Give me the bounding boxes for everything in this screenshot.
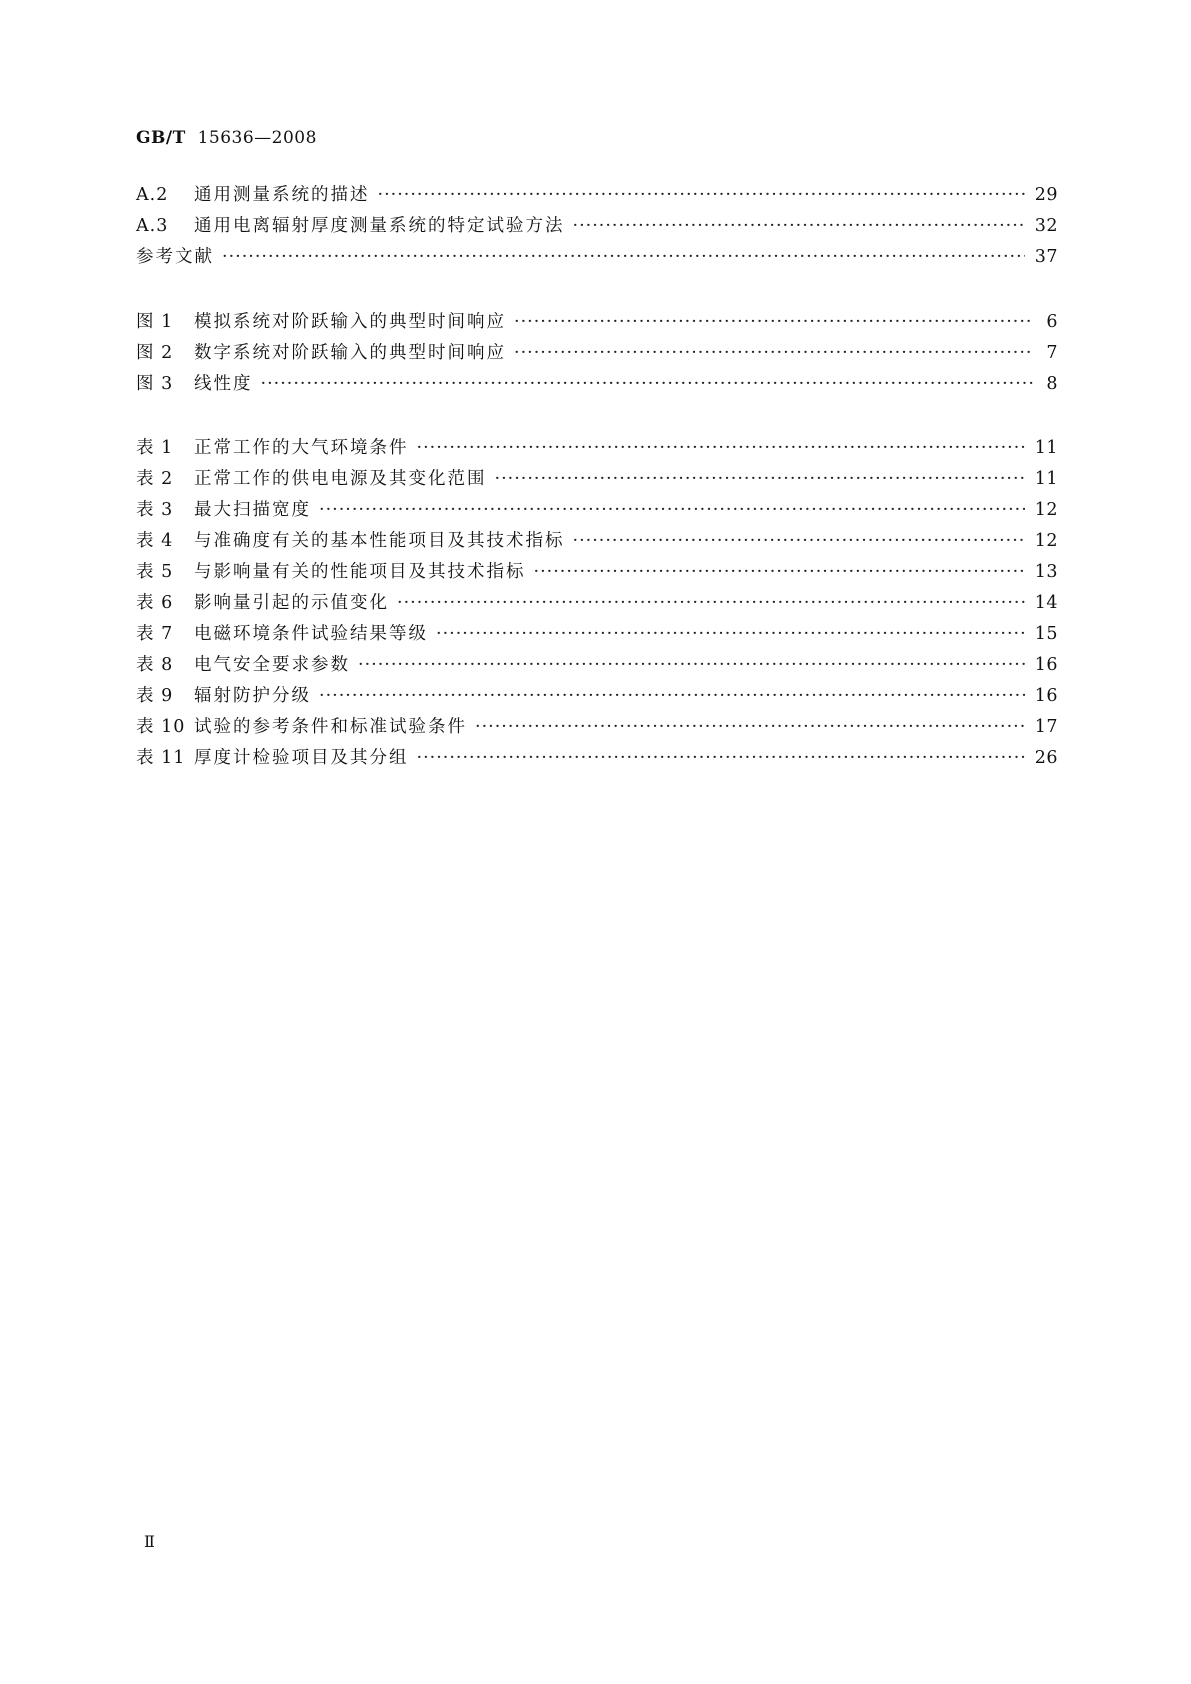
toc-entry-number: 表 9 xyxy=(136,686,174,706)
toc-entry[interactable] xyxy=(136,370,1058,401)
dot-leader xyxy=(475,717,1025,737)
toc-entry-number: 表 7 xyxy=(136,624,174,644)
toc-entry-page: 17 xyxy=(1034,717,1058,737)
toc-entry-page: 7 xyxy=(1046,343,1058,363)
toc-entry-title: 通用电离辐射厚度测量系统的特定试验方法 xyxy=(194,216,565,236)
toc-entry-page: 14 xyxy=(1034,593,1058,613)
toc-entry-page: 16 xyxy=(1034,655,1058,675)
toc-entry[interactable] xyxy=(136,434,1058,465)
toc-entry-title: 通用测量系统的描述 xyxy=(194,185,370,205)
toc-entry-number: 图 3 xyxy=(136,374,174,394)
dot-leader xyxy=(417,438,1025,458)
toc-entry[interactable] xyxy=(136,682,1058,713)
toc-entry-page: 11 xyxy=(1034,469,1058,489)
toc-entry-title: 正常工作的大气环境条件 xyxy=(194,438,409,458)
toc-entry-title: 试验的参考条件和标准试验条件 xyxy=(194,717,467,737)
toc-entry-number: 表 3 xyxy=(136,500,174,520)
toc-entry-title: 最大扫描宽度 xyxy=(194,500,311,520)
toc-entry-number: 表 11 xyxy=(136,748,186,768)
toc-entry-number: 表 2 xyxy=(136,469,174,489)
dot-leader xyxy=(397,593,1025,613)
standard-number xyxy=(136,128,317,148)
toc-entry-page: 16 xyxy=(1034,686,1058,706)
toc-entry[interactable] xyxy=(136,558,1058,589)
toc-entry-number: A.3 xyxy=(136,216,169,236)
toc-entry[interactable] xyxy=(136,465,1058,496)
toc-entry-number: 图 1 xyxy=(136,312,174,332)
dot-leader xyxy=(222,247,1025,267)
toc-entry[interactable] xyxy=(136,713,1058,744)
toc-entry-number: 表 5 xyxy=(136,562,174,582)
dot-leader xyxy=(573,531,1025,551)
toc-entry[interactable] xyxy=(136,308,1058,339)
dot-leader xyxy=(378,185,1025,205)
toc-entry-title: 与影响量有关的性能项目及其技术指标 xyxy=(194,562,526,582)
toc-entry-number: 表 1 xyxy=(136,438,174,458)
toc-entry-page: 12 xyxy=(1034,500,1058,520)
toc-entry-number: 图 2 xyxy=(136,343,174,363)
toc-entry-title: 模拟系统对阶跃输入的典型时间响应 xyxy=(194,312,506,332)
toc-entry-title: 电磁环境条件试验结果等级 xyxy=(194,624,428,644)
toc-entry-page: 32 xyxy=(1034,216,1058,236)
page-number: Ⅱ xyxy=(144,1532,154,1551)
dot-leader xyxy=(534,562,1025,582)
toc-entry-page: 26 xyxy=(1034,748,1058,768)
standard-number-value: 15636—2008 xyxy=(197,128,317,148)
toc-tables-section xyxy=(136,434,1058,775)
toc-entry-title: 正常工作的供电电源及其变化范围 xyxy=(194,469,487,489)
dot-leader xyxy=(573,216,1025,236)
dot-leader xyxy=(358,655,1025,675)
toc-entry-title: 数字系统对阶跃输入的典型时间响应 xyxy=(194,343,506,363)
toc-entry[interactable] xyxy=(136,620,1058,651)
toc-entry-number: 表 8 xyxy=(136,655,174,675)
dot-leader xyxy=(495,469,1025,489)
toc-entry-title: 厚度计检验项目及其分组 xyxy=(194,748,409,768)
dot-leader xyxy=(514,312,1034,332)
toc-figures-section xyxy=(136,308,1058,401)
toc-entry[interactable] xyxy=(136,744,1058,775)
toc-entry-page: 13 xyxy=(1034,562,1058,582)
dot-leader xyxy=(261,374,1035,394)
toc-entry-page: 29 xyxy=(1034,185,1058,205)
toc-entry-title: 影响量引起的示值变化 xyxy=(194,593,389,613)
toc-entry[interactable] xyxy=(136,527,1058,558)
toc-entry-title: 参考文献 xyxy=(136,247,214,267)
toc-entry-title: 辐射防护分级 xyxy=(194,686,311,706)
toc-appendix-section xyxy=(136,181,1058,274)
toc-entry-title: 线性度 xyxy=(194,374,253,394)
toc-entry-page: 15 xyxy=(1034,624,1058,644)
toc-entry[interactable] xyxy=(136,243,1058,274)
toc-entry-page: 37 xyxy=(1034,247,1058,267)
dot-leader xyxy=(319,500,1025,520)
dot-leader xyxy=(319,686,1025,706)
toc-entry[interactable] xyxy=(136,651,1058,682)
toc-entry[interactable] xyxy=(136,496,1058,527)
toc-entry-number: 表 10 xyxy=(136,717,186,737)
toc-entry-page: 6 xyxy=(1046,312,1058,332)
toc-entry-number: 表 4 xyxy=(136,531,174,551)
toc-entry[interactable] xyxy=(136,589,1058,620)
toc-entry[interactable] xyxy=(136,339,1058,370)
toc-entry-page: 8 xyxy=(1046,374,1058,394)
toc-entry-title: 与准确度有关的基本性能项目及其技术指标 xyxy=(194,531,565,551)
toc-entry[interactable] xyxy=(136,181,1058,212)
standard-code: GB/T xyxy=(136,128,186,148)
toc-entry[interactable] xyxy=(136,212,1058,243)
dot-leader xyxy=(436,624,1025,644)
toc-entry-title: 电气安全要求参数 xyxy=(194,655,350,675)
toc-entry-page: 12 xyxy=(1034,531,1058,551)
toc-entry-number: A.2 xyxy=(136,185,169,205)
toc-entry-page: 11 xyxy=(1034,438,1058,458)
toc-entry-number: 表 6 xyxy=(136,593,174,613)
dot-leader xyxy=(514,343,1034,363)
dot-leader xyxy=(417,748,1025,768)
